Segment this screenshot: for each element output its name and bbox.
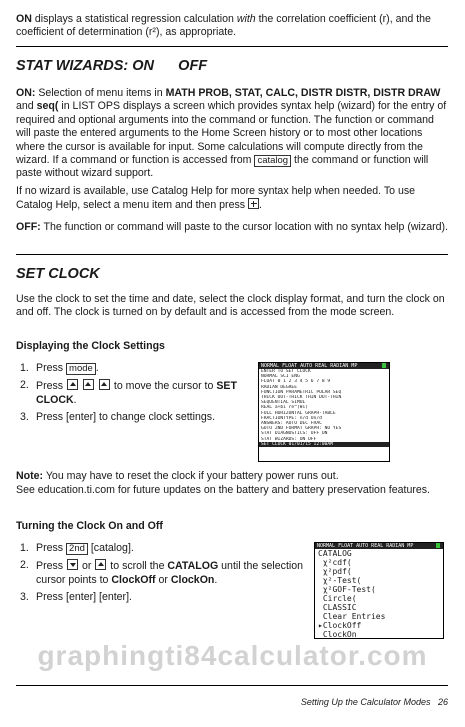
stat-wizards-on-paragraph: ON: Selection of menu items in MATH PROB, STAT, CALC, DISTR DISTR, DISTR DRAW and seq( in LIST OPS displays a screen which provides syntax help (wizard) for the entry of required and optional arguments into the command or function. The function or command will paste the entered arguments to the Home Screen history or to most other locations where the cursor is available for input. Some calculations will compute directly from the wizard. If a command or function is accessed from catalog the command or function will paste without wizard support.: [16, 87, 447, 180]
page-footer: [301, 696, 448, 709]
status-bar: NORMAL FLOAT AUTO REAL RADIAN MP: [259, 363, 389, 369]
list-item: 1. Press 2nd [catalog].: [20, 542, 134, 554]
stat-wizards-heading: STAT WIZARDS: ON OFF: [16, 58, 208, 74]
set-clock-intro: Use the clock to set the time and date, select the clock display format, and turn the clock on and off. The clock is turned on by default and is accessed from the mode screen.: [16, 293, 445, 319]
turning-clock-heading: Turning the Clock On and Off: [16, 520, 163, 532]
list-item: 3. Press [enter] [enter].: [20, 591, 132, 604]
footer-divider: [16, 685, 448, 686]
battery-note: Note: You may have to reset the clock if your battery power runs out.: [16, 470, 339, 482]
turning-steps-list: [16, 542, 316, 609]
displaying-clock-heading: Displaying the Clock Settings: [16, 340, 165, 352]
mode-screen-image: NORMAL FLOAT AUTO REAL RADIAN MP ENTER TO SET CLOCK NORMAL SCI ENG FLOAT 0 1 2 3 4 5 6 7 8 9 RADIAN DEGREE FUNCTION PARAMETRIC POLAR SEQ THICK DOT-THICK THIN DOT-THIN SEQUENTIAL SIMUL REAL a+bi re^(θi) FULL HORIZONTAL GRAPH-TABLE FRACTIONTYPE: n/d Un/d ANSWERS: AUTO DEC FRAC GOTO 2ND FORMAT GRAPH: NO YES STAT DIAGNOSTICS: OFF ON STAT WIZARDS: ON OFF SET CLOCK 01/01/15 12:00AM: [258, 362, 390, 462]
on-label: ON: [16, 13, 32, 25]
watermark: graphingti84calculator.com: [37, 640, 428, 671]
section-divider: [16, 46, 448, 47]
catalog-screen-image: NORMAL FLOAT AUTO REAL RADIAN MP CATALOG χ²cdf( χ²pdf( χ²-Test( χ²GOF-Test( Circle( CLASSIC Clear Entries ▸ClockOff ClockOn: [314, 542, 444, 639]
stat-wizards-off-paragraph: OFF: The function or command will paste to the cursor location with no syntax help (wizard).: [16, 221, 448, 233]
status-bar: NORMAL FLOAT AUTO REAL RADIAN MP: [315, 543, 443, 549]
clockoff-selected-item: ▸ClockOff: [318, 621, 362, 630]
catalog-key: catalog: [254, 155, 291, 167]
mode-key: mode: [66, 363, 96, 375]
plus-key-icon: [248, 198, 259, 209]
list-item: 2. Press to move the cursor to SET CLOCK.: [20, 379, 237, 406]
list-item: 3. Press [enter] to change clock settings.: [20, 411, 216, 424]
section-divider: [16, 254, 448, 255]
second-key: 2nd: [66, 543, 88, 555]
up-arrow-key-icon: [67, 379, 78, 390]
down-arrow-key-icon: [67, 559, 78, 570]
page-number: 26: [437, 697, 448, 707]
set-clock-row: SET CLOCK 01/01/15 12:00AM: [259, 442, 389, 447]
list-item: 1. Press mode .: [20, 362, 99, 374]
list-item: 2. Press or to scroll the CATALOG until the selection cursor points to ClockOff or ClockOn.: [20, 559, 304, 586]
battery-icon: [382, 363, 386, 368]
regression-on-paragraph: ON displays a statistical regression calculation with the correlation coefficient (r), and the coefficient of determination (r²), as appropriate.: [16, 13, 431, 39]
up-arrow-key-icon: [95, 559, 106, 570]
display-steps-list: [16, 362, 246, 429]
up-arrow-key-icon: [99, 379, 110, 390]
set-clock-heading: SET CLOCK: [16, 266, 100, 282]
education-see-paragraph: See education.ti.com for future updates on the battery and battery preservation features.: [16, 484, 430, 496]
up-arrow-key-icon: [83, 379, 94, 390]
footer-section-title: Setting Up the Calculator Modes: [300, 697, 431, 707]
battery-icon: [436, 543, 440, 548]
no-wizard-paragraph: If no wizard is available, use Catalog Help for more syntax help when needed. To use Catalog Help, select a menu item and then press .: [16, 185, 416, 212]
